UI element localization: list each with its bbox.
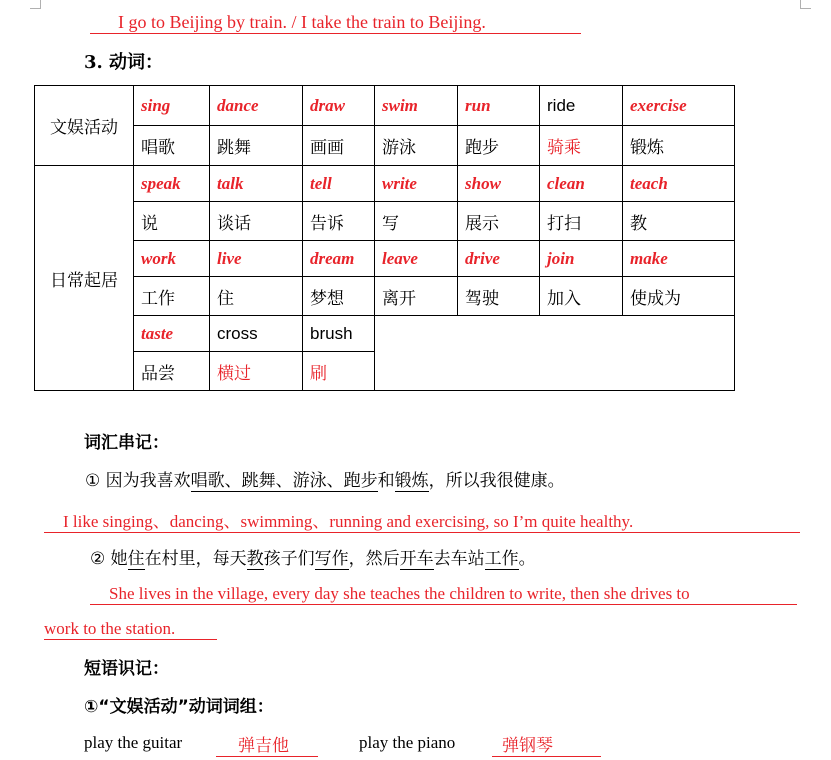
keyword: 跳舞 xyxy=(241,471,276,491)
table-row xyxy=(35,316,735,352)
vocab-heading: 词汇串记： xyxy=(84,433,169,453)
verb-en: cross xyxy=(210,316,303,352)
verb-en: join xyxy=(540,241,623,277)
verb-en: dream xyxy=(303,241,375,277)
verb-en: speak xyxy=(134,166,210,202)
verb-en: talk xyxy=(210,166,303,202)
verb-en: draw xyxy=(303,86,375,126)
verb-cn: 离开 xyxy=(375,277,458,316)
verb-cn: 品尝 xyxy=(134,352,210,391)
verb-en: work xyxy=(134,241,210,277)
verb-en: live xyxy=(210,241,303,277)
verb-cn: 展示 xyxy=(458,202,540,241)
keyword: 跑步 xyxy=(343,471,378,491)
category-daily-life: 日常起居 xyxy=(35,166,134,391)
item-number: ② xyxy=(90,549,106,569)
phrase-en: play the guitar xyxy=(84,733,183,752)
verb-cn: 骑乘 xyxy=(540,126,623,166)
answer-2-line-1: She lives in the village, every day she teaches the children to write, then she drives to xyxy=(90,584,797,605)
verb-en: dance xyxy=(210,86,303,126)
verb-cn: 加入 xyxy=(540,277,623,316)
verb-cn: 写 xyxy=(375,202,458,241)
sentence-text: 和 xyxy=(377,471,395,491)
verb-cn: 画画 xyxy=(303,126,375,166)
phrase-cn-answer: 弹吉他 xyxy=(216,731,318,757)
verb-en: brush xyxy=(303,316,375,352)
verb-cn: 唱歌 xyxy=(134,126,210,166)
table-row xyxy=(35,241,735,277)
keyword: 开车 xyxy=(399,549,434,569)
verb-en: exercise xyxy=(623,86,735,126)
sentence-text: 。 xyxy=(518,549,536,569)
table-row xyxy=(35,277,735,316)
separator: 、 xyxy=(275,471,293,491)
verb-cn: 横过 xyxy=(210,352,303,391)
verb-en: write xyxy=(375,166,458,202)
verb-en: drive xyxy=(458,241,540,277)
verb-en: clean xyxy=(540,166,623,202)
page-corner-mark-left xyxy=(30,0,41,9)
sentence-text: ，所以我很健康。 xyxy=(428,471,565,491)
phrase-sub-heading: ①“文娱活动”动词词组： xyxy=(84,697,274,717)
verb-en: make xyxy=(623,241,735,277)
verb-en: taste xyxy=(134,316,210,352)
verb-cn: 跑步 xyxy=(458,126,540,166)
table-row xyxy=(35,126,735,166)
verb-cn: 告诉 xyxy=(303,202,375,241)
verb-cn: 驾驶 xyxy=(458,277,540,316)
phrase-en: play the piano xyxy=(359,733,456,752)
sentence-text: 因为我喜欢 xyxy=(100,471,191,491)
verb-cn: 锻炼 xyxy=(623,126,735,166)
empty-cell xyxy=(375,316,735,391)
phrase-cn-answer: 弹钢琴 xyxy=(492,731,601,757)
sentence-text: 去车站 xyxy=(433,549,485,569)
keyword: 住 xyxy=(127,549,145,569)
verb-en: leave xyxy=(375,241,458,277)
answer-1: I like singing、dancing、swimming、running and exercising, so I’m quite healthy. xyxy=(44,507,800,533)
verb-cn: 工作 xyxy=(134,277,210,316)
keyword: 游泳 xyxy=(292,471,327,491)
category-entertainment: 文娱活动 xyxy=(35,86,134,166)
top-answer: I go to Beijing by train. / I take the train to Beijing. xyxy=(90,12,581,34)
item-number: ① xyxy=(85,471,101,491)
sentence-1 xyxy=(85,466,565,491)
sentence-text: 孩子们 xyxy=(263,549,315,569)
keyword: 唱歌 xyxy=(190,471,225,491)
verb-en: ride xyxy=(540,86,623,126)
verb-en: tell xyxy=(303,166,375,202)
keyword: 写作 xyxy=(314,549,349,569)
verb-cn: 刷 xyxy=(303,352,375,391)
verb-table xyxy=(34,85,735,391)
verb-cn: 说 xyxy=(134,202,210,241)
verb-cn: 住 xyxy=(210,277,303,316)
sentence-text: 她 xyxy=(105,549,128,569)
section-heading: 3. 动词： xyxy=(84,52,164,73)
verb-cn: 谈话 xyxy=(210,202,303,241)
verb-en: run xyxy=(458,86,540,126)
table-row xyxy=(35,86,735,126)
verb-en: swim xyxy=(375,86,458,126)
verb-en: sing xyxy=(134,86,210,126)
verb-en: teach xyxy=(623,166,735,202)
verb-cn: 跳舞 xyxy=(210,126,303,166)
verb-en: show xyxy=(458,166,540,202)
keyword: 锻炼 xyxy=(394,471,429,491)
phrase-heading: 短语识记： xyxy=(84,659,169,679)
verb-cn: 游泳 xyxy=(375,126,458,166)
sentence-text: ，然后 xyxy=(348,549,400,569)
table-row xyxy=(35,166,735,202)
answer-2-line-2: work to the station. xyxy=(44,619,217,640)
verb-cn: 教 xyxy=(623,202,735,241)
keyword: 工作 xyxy=(484,549,519,569)
sentence-text: 在村里，每天 xyxy=(144,549,247,569)
verb-cn: 梦想 xyxy=(303,277,375,316)
separator: 、 xyxy=(326,471,344,491)
table-row xyxy=(35,202,735,241)
sentence-2 xyxy=(90,544,536,569)
verb-cn: 使成为 xyxy=(623,277,735,316)
keyword: 教 xyxy=(246,549,264,569)
verb-cn: 打扫 xyxy=(540,202,623,241)
page-corner-mark-right xyxy=(800,0,811,9)
separator: 、 xyxy=(224,471,242,491)
